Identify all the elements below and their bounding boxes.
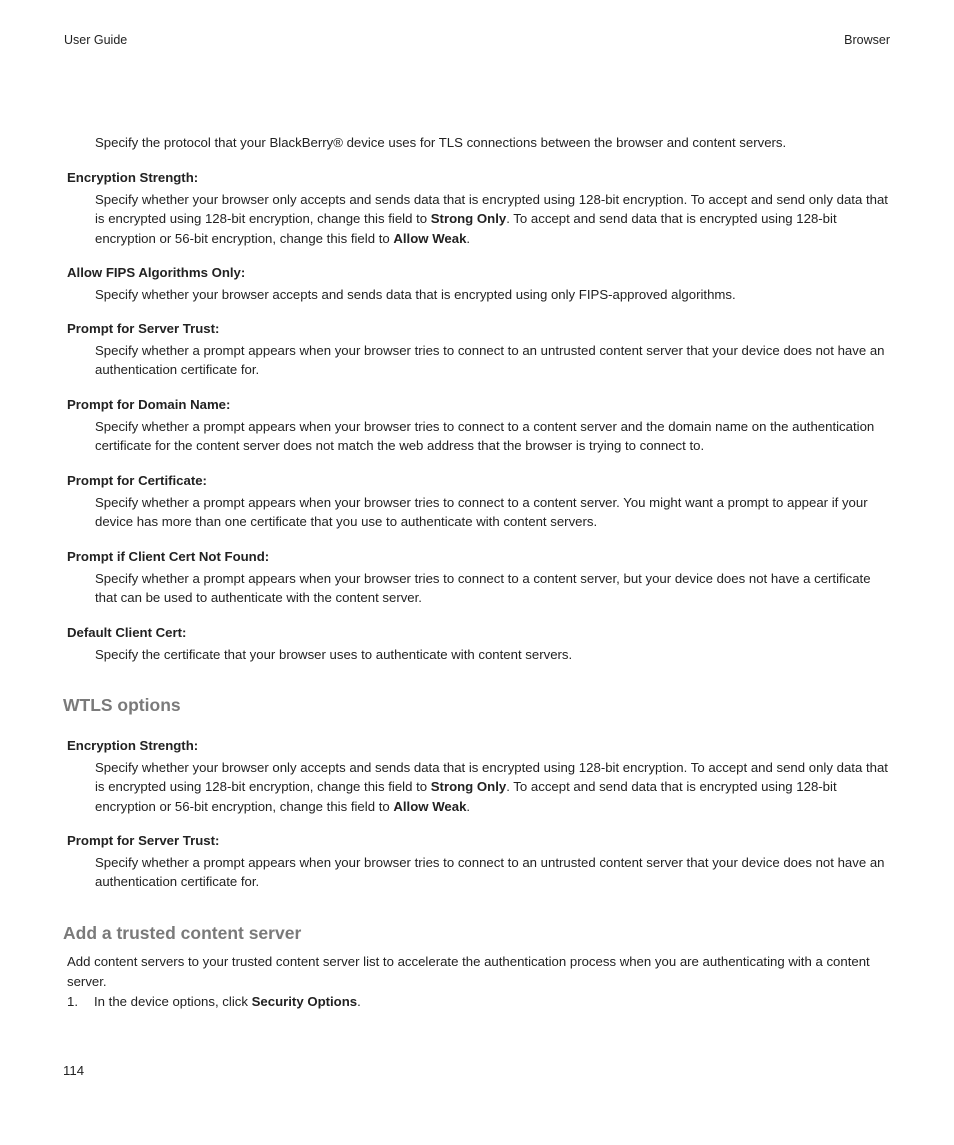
wtls-item [67, 831, 891, 892]
running-header-left: User Guide [64, 33, 128, 47]
term-label: Prompt for Server Trust: [67, 833, 220, 848]
term-label: Encryption Strength: [67, 170, 199, 185]
term-description: Specify whether a prompt appears when your browser tries to connect to a content server. You might want a prompt to appear if your device has more than one certificate that you use to authenticate with content servers. [95, 494, 868, 529]
section-heading-wtls: WTLS options [63, 695, 181, 715]
trusted-server-paragraph: Add content servers to your trusted content server list to accelerate the authentication process when you are authenticating with a content server. [67, 954, 870, 989]
wtls-item [67, 736, 891, 816]
tls-item [67, 623, 891, 664]
term-label: Prompt if Client Cert Not Found: [67, 549, 270, 564]
term-description: Specify whether a prompt appears when your browser tries to connect to a content server and the domain name on the authentication certificate for the content server does not match the web address that the browser is trying to connect to. [95, 418, 875, 453]
term-label: Prompt for Certificate: [67, 473, 207, 488]
procedure-step: 1. In the device options, click Security Options. [67, 992, 361, 1012]
section-heading-trusted-server: Add a trusted content server [63, 923, 302, 943]
term-label: Allow FIPS Algorithms Only: [67, 265, 246, 280]
tls-item [67, 395, 891, 456]
page-number: 114 [63, 1063, 85, 1078]
bold-option: Strong Only [430, 211, 507, 226]
bold-option: Allow Weak [393, 798, 467, 814]
term-description: Specify whether your browser only accepts and sends data that is encrypted using 128-bit encryption. To accept and send only data that is encrypted using 128-bit encryption, change this field to Strong Only. To accept and send data that is encrypted using 128-bit encryption or 56-bit encryption, change this field to Allow Weak. [95, 759, 888, 814]
tls-item [67, 263, 891, 304]
tls-item [67, 168, 891, 248]
term-description: Specify the certificate that your browser uses to authenticate with content servers. [95, 646, 573, 662]
term-description: Specify whether a prompt appears when your browser tries to connect to an untrusted content server that your device does not have an authentication certificate for. [95, 342, 885, 377]
term-label: Default Client Cert: [67, 625, 187, 640]
running-header-right: Browser [844, 33, 890, 47]
term-label: Prompt for Domain Name: [67, 397, 231, 412]
intro-paragraph: Specify the protocol that your BlackBerry® device uses for TLS connections between the browser and content servers. [95, 135, 787, 150]
term-label: Prompt for Server Trust: [67, 321, 220, 336]
tls-item [67, 547, 891, 608]
bold-option: Allow Weak [393, 230, 467, 246]
term-label: Encryption Strength: [67, 738, 199, 753]
bold-option: Strong Only [430, 779, 507, 794]
term-description: Specify whether your browser only accepts and sends data that is encrypted using 128-bit encryption. To accept and send only data that is encrypted using 128-bit encryption, change this field to Strong Only. To accept and send data that is encrypted using 128-bit encryption or 56-bit encryption, change this field to Allow Weak. [95, 191, 888, 246]
step-number: 1. [67, 994, 78, 1009]
term-description: Specify whether a prompt appears when your browser tries to connect to an untrusted content server that your device does not have an authentication certificate for. [95, 854, 885, 889]
term-description: Specify whether a prompt appears when your browser tries to connect to a content server, but your device does not have a certificate that can be used to authenticate with the content server. [95, 570, 871, 605]
tls-item [67, 319, 891, 380]
bold-option: Security Options [251, 994, 358, 1009]
tls-item [67, 471, 891, 532]
term-description: Specify whether your browser accepts and sends data that is encrypted using only FIPS-approved algorithms. [95, 286, 736, 302]
